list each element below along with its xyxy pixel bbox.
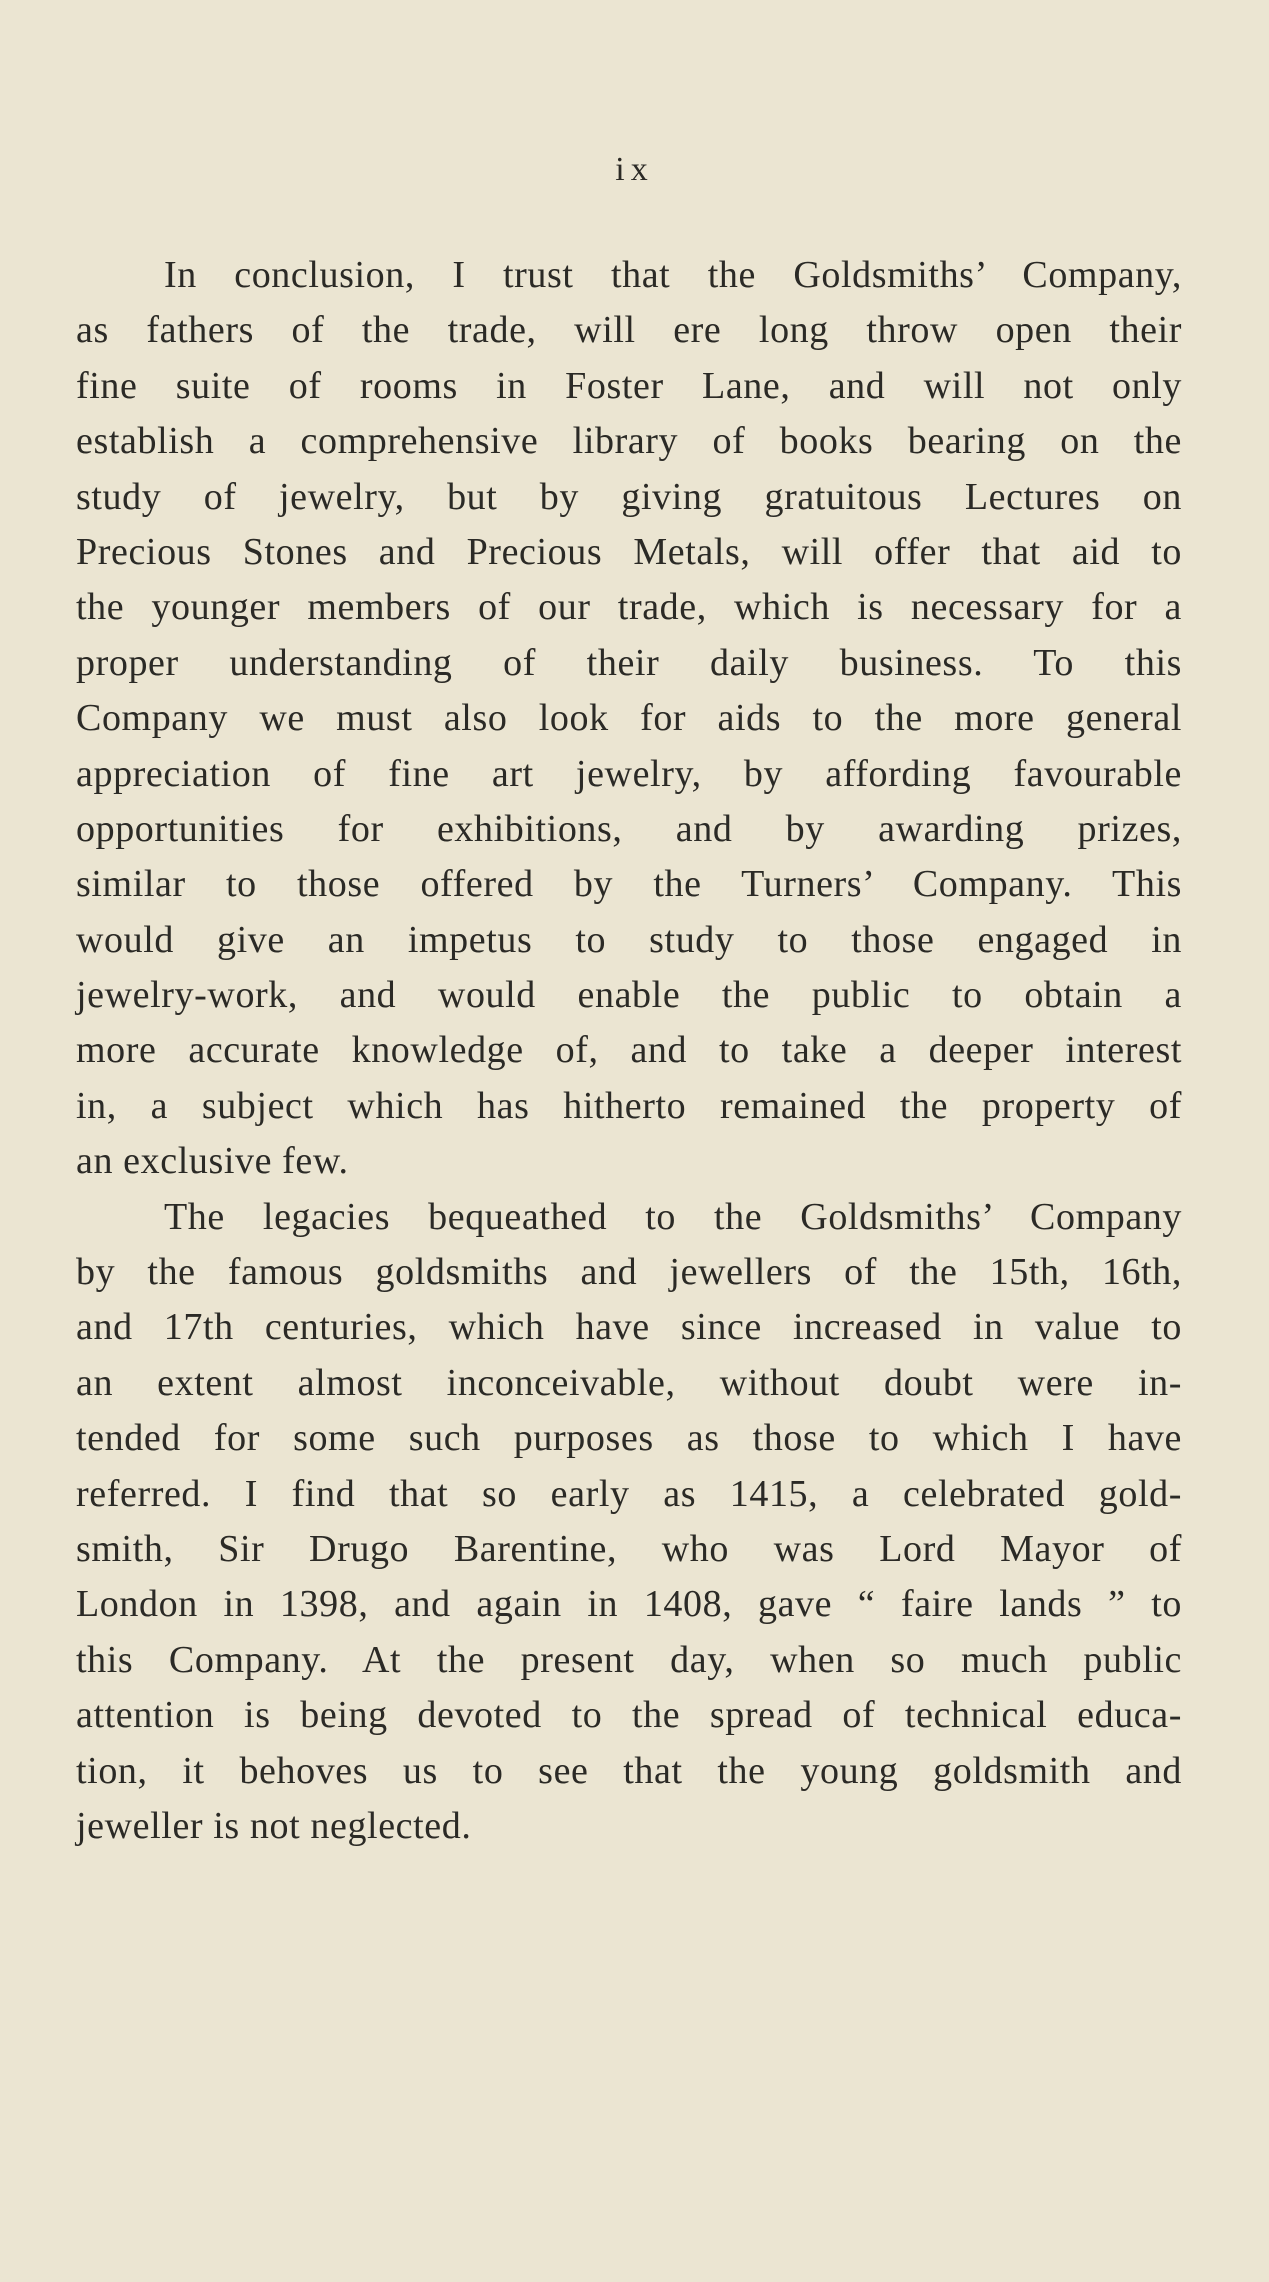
text-line: In conclusion, I trust that the Goldsmiths’ Company,: [164, 254, 1182, 296]
text-line: smith, Sir Drugo Barentine, who was Lord Mayor of: [76, 1527, 1182, 1570]
text-line: an extent almost inconceivable, without doubt were in-: [76, 1361, 1182, 1404]
text-line: fine suite of rooms in Foster Lane, and will not only: [76, 364, 1182, 407]
text-line: tended for some such purposes as those to which I have: [76, 1417, 1182, 1460]
text-line: as fathers of the trade, will ere long throw open their: [76, 309, 1182, 352]
text-line: an exclusive few.: [76, 1140, 349, 1183]
text-line: jewelry-work, and would enable the public to obtain a: [76, 974, 1182, 1017]
text-line: and 17th centuries, which have since increased in value to: [76, 1306, 1182, 1349]
text-line: in, a subject which has hitherto remained the property of: [76, 1084, 1182, 1127]
text-line: Company we must also look for aids to the more general: [76, 697, 1182, 740]
text-line: Precious Stones and Precious Metals, will offer that aid to: [76, 530, 1182, 573]
text-line: by the famous goldsmiths and jewellers of the 15th, 16th,: [76, 1251, 1182, 1294]
paragraph-2: [76, 1190, 1182, 1855]
text-line: this Company. At the present day, when so much public: [76, 1638, 1182, 1681]
text-line: more accurate knowledge of, and to take a deeper interest: [76, 1029, 1182, 1072]
text-line: similar to those offered by the Turners’ Company. This: [76, 863, 1182, 906]
text-line: attention is being devoted to the spread of technical educa-: [76, 1694, 1182, 1737]
text-line: the younger members of our trade, which is necessary for a: [76, 586, 1182, 629]
text-line: establish a comprehensive library of books bearing on the: [76, 420, 1182, 463]
paragraph-1: [76, 248, 1182, 1190]
text-line: appreciation of fine art jewelry, by affording favourable: [76, 752, 1182, 795]
text-line: tion, it behoves us to see that the young goldsmith and: [76, 1749, 1182, 1792]
text-line: jeweller is not neglected.: [76, 1804, 472, 1847]
text-line: opportunities for exhibitions, and by awarding prizes,: [76, 807, 1182, 850]
page-number: ix: [615, 151, 654, 188]
body-text: [76, 248, 1182, 1854]
text-line: London in 1398, and again in 1408, gave “ faire lands ” to: [76, 1583, 1182, 1626]
text-line: proper understanding of their daily business. To this: [76, 641, 1182, 684]
text-line: would give an impetus to study to those engaged in: [76, 918, 1182, 961]
text-line: study of jewelry, but by giving gratuitous Lectures on: [76, 475, 1182, 518]
text-line: The legacies bequeathed to the Goldsmiths’ Company: [164, 1195, 1182, 1238]
text-line: referred. I find that so early as 1415, a celebrated gold-: [76, 1472, 1182, 1515]
